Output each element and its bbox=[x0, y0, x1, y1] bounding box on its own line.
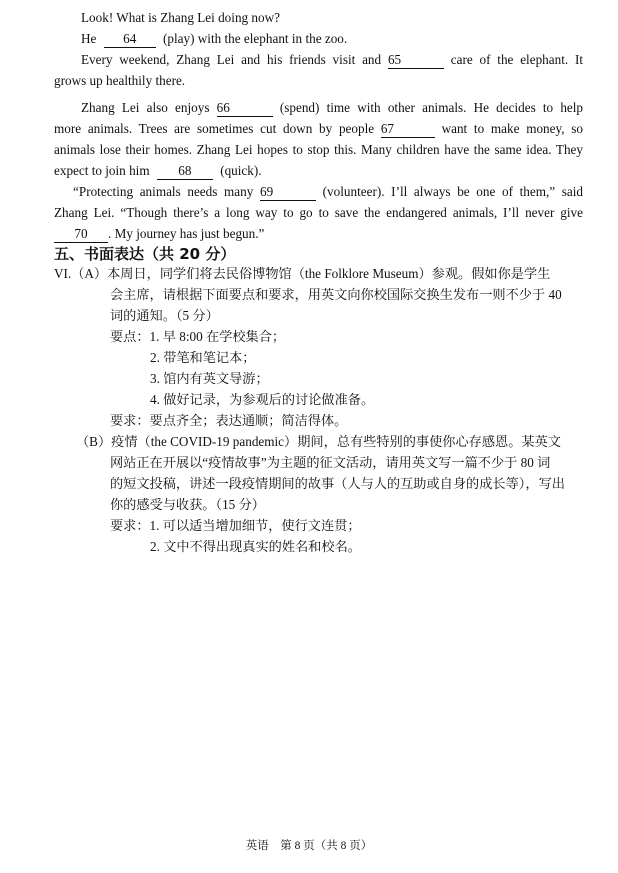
blank-66: 66 bbox=[217, 100, 273, 117]
passage-line bbox=[81, 29, 347, 49]
passage-line: animals lose their homes. Zhang Lei hopes to stop this. Many children have the same idea. They bbox=[54, 142, 583, 157]
passage-text: (spend) time with other animals. He decides to help bbox=[279, 100, 584, 115]
passage-line: Look! What is Zhang Lei doing now? bbox=[81, 10, 280, 25]
passage-text: care of the elephant. It bbox=[450, 52, 584, 67]
task-b-line: 网站正在开展以“疫情故事”为主题的征文活动，请用英文写一篇不少于 80 词 bbox=[110, 455, 551, 470]
passage-text: “Protecting animals needs many bbox=[73, 184, 254, 199]
blank-68: 68 bbox=[157, 163, 213, 180]
passage-text: Zhang Lei also enjoys bbox=[81, 100, 210, 115]
key-point: 2. 带笔和笔记本； bbox=[150, 350, 256, 365]
passage-text: (quick). bbox=[220, 163, 262, 178]
passage-line bbox=[81, 98, 583, 118]
task-a-line: 会主席，请根据下面要点和要求，用英文向你校国际交换生发布一则不少于 40 bbox=[110, 287, 562, 302]
blank-69: 69 bbox=[260, 184, 316, 201]
task-b-line: （B）疫情（the COVID-19 pandemic）期间，总有些特别的事使你心存感恩。某英文 bbox=[76, 434, 561, 449]
passage-line bbox=[81, 50, 583, 70]
passage-line bbox=[54, 119, 583, 139]
passage-line bbox=[54, 161, 262, 181]
passage-text: want to make money, so bbox=[441, 121, 583, 136]
task-a-line: 词的通知。（5 分） bbox=[110, 308, 219, 323]
passage-text: Every weekend, Zhang Lei and his friends visit and bbox=[81, 52, 382, 67]
task-b-requirement: 2. 文中不得出现真实的姓名和校名。 bbox=[150, 539, 361, 554]
key-point: 4. 做好记录，为参观后的讨论做准备。 bbox=[150, 392, 375, 407]
task-a-line: VI.（A）本周日，同学们将去民俗博物馆（the Folklore Museum）参观。假如你是学生 bbox=[54, 266, 551, 281]
passage-text: He bbox=[81, 31, 97, 46]
passage-text: more animals. Trees are sometimes cut down by people bbox=[54, 121, 375, 136]
blank-67: 67 bbox=[381, 121, 435, 138]
passage-line: Zhang Lei. “Though there’s a long way to go to save the endangered animals, I’ll never give bbox=[54, 205, 583, 220]
key-point: 3. 馆内有英文导游； bbox=[150, 371, 269, 386]
task-b-requirements: 要求：1. 可以适当增加细节，使行文连贯； bbox=[110, 518, 361, 533]
passage-text: (play) with the elephant in the zoo. bbox=[162, 31, 348, 46]
blank-65: 65 bbox=[388, 52, 444, 69]
section-title: 五、书面表达（共 20 分） bbox=[54, 245, 236, 263]
blank-70: 70 bbox=[54, 226, 108, 243]
page-footer: 英语 第 8 页（共 8 页） bbox=[245, 840, 373, 852]
passage-text: expect to join him bbox=[54, 163, 150, 178]
passage-text: (volunteer). I’ll always be one of them,” said bbox=[322, 184, 584, 199]
passage-line bbox=[54, 224, 264, 244]
passage-text: . My journey has just begun.” bbox=[108, 226, 265, 241]
task-b-line: 的短文投稿，讲述一段疫情期间的故事（人与人的互助或自身的成长等），写出 bbox=[110, 476, 565, 491]
task-a-requirements: 要求：要点齐全；表达通顺；简洁得体。 bbox=[110, 413, 348, 428]
passage-line bbox=[73, 182, 583, 202]
task-b-line: 你的感受与收获。（15 分） bbox=[110, 497, 265, 512]
blank-64: 64 bbox=[104, 31, 156, 48]
passage-line: grows up healthily there. bbox=[54, 73, 186, 88]
key-points: 要点：1. 早 8:00 在学校集合； bbox=[110, 329, 286, 344]
